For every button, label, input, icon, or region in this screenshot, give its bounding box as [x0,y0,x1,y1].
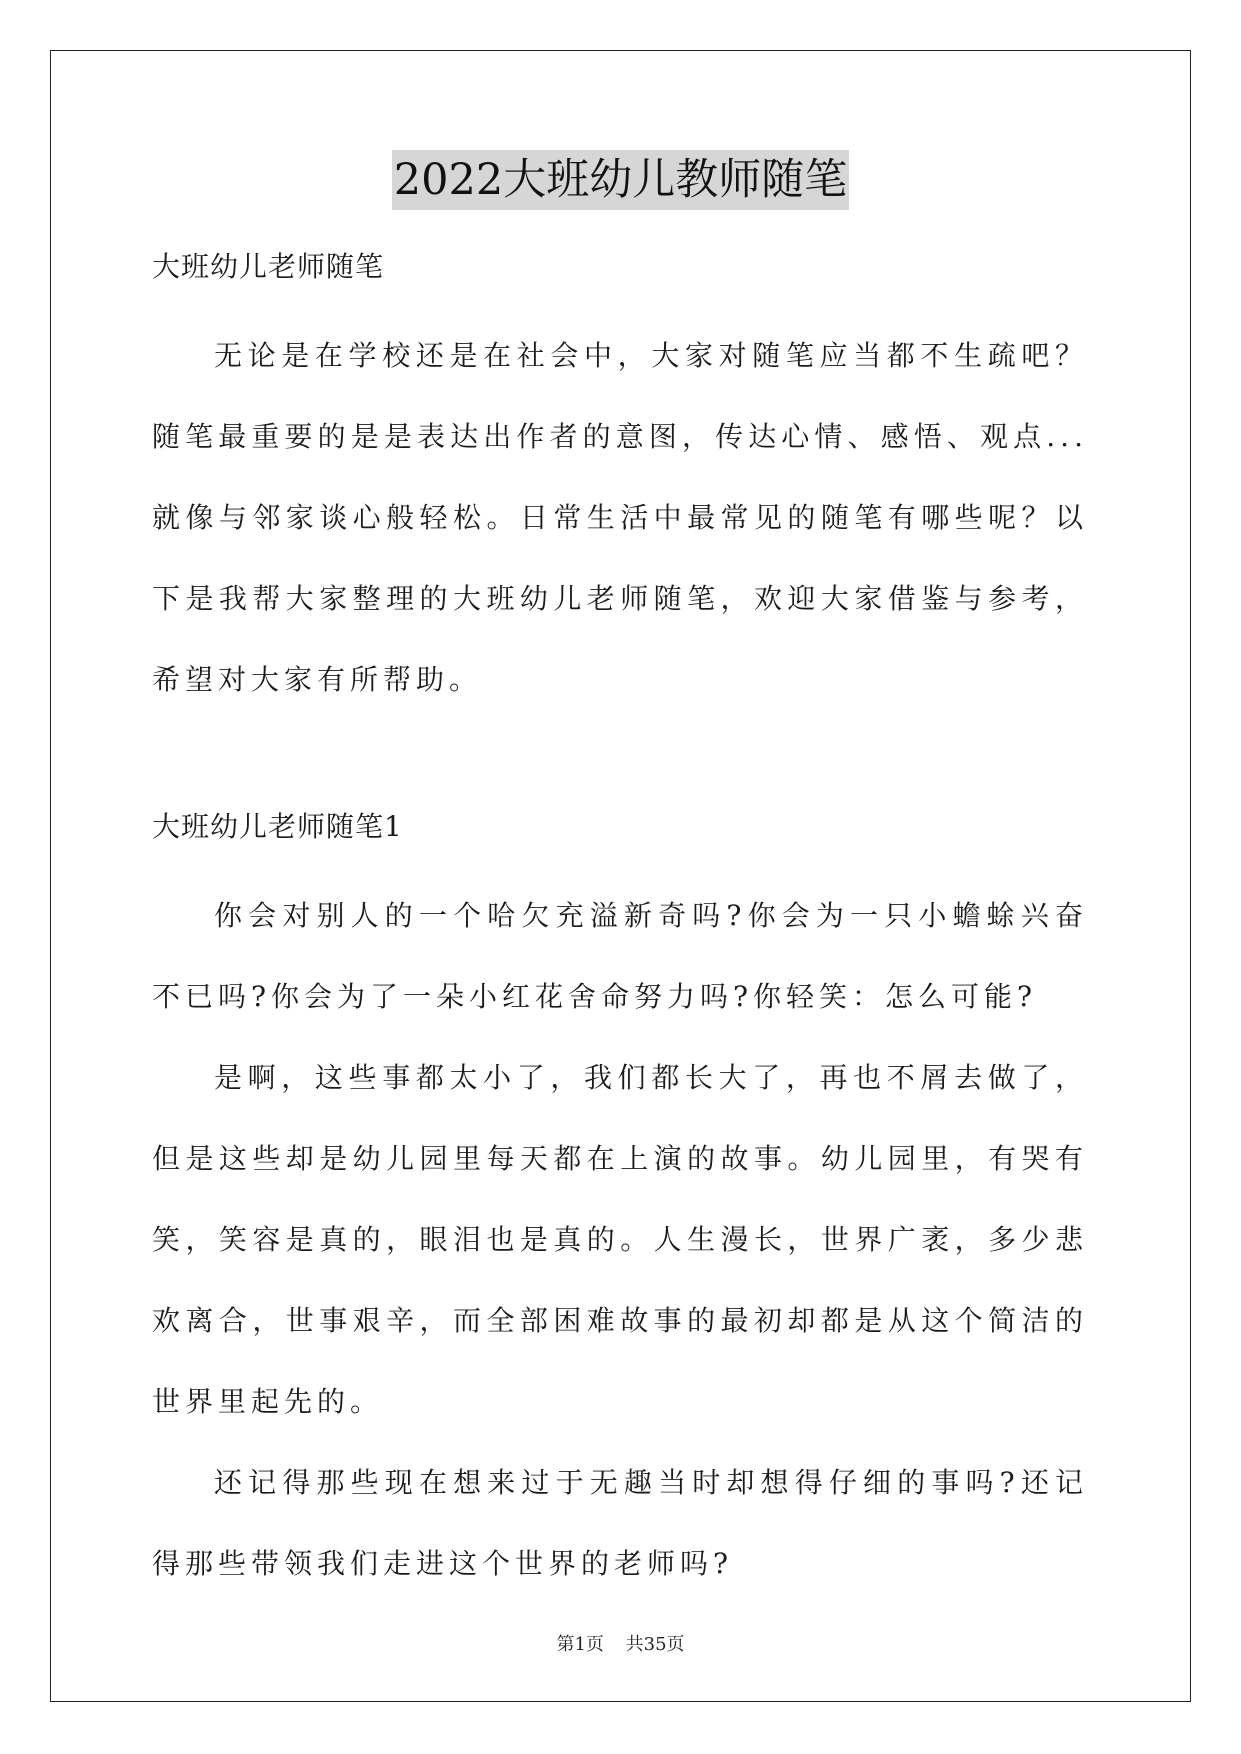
section1-heading: 大班幼儿老师随笔1 [152,810,403,843]
title-container [0,150,1241,210]
page-total: 共35页 [625,1634,685,1655]
page-number: 第1页 [556,1634,604,1655]
document-title: 2022大班幼儿教师随笔 [392,150,849,210]
section1-paragraph-1: 你会对别人的一个哈欠充溢新奇吗?你会为一只小蟾蜍兴奋不已吗?你会为了一朵小红花舍命努力吗?你轻笑：怎么可能? [152,899,1088,1013]
section1-paragraph-2: 是啊，这些事都太小了，我们都长大了，再也不屑去做了，但是这些却是幼儿园里每天都在上演的故事。幼儿园里，有哭有笑，笑容是真的，眼泪也是真的。人生漫长，世界广袤，多少悲欢离合，世事艰辛，而全部困难故事的最初却都是从这个简洁的世界里起先的。 [152,1061,1088,1418]
page-footer [0,1630,1241,1656]
document-body [152,238,1088,1604]
section1-paragraph-3: 还记得那些现在想来过于无趣当时却想得仔细的事吗?还记得那些带领我们走进这个世界的老师吗? [152,1466,1088,1580]
intro-paragraph: 无论是在学校还是在社会中，大家对随笔应当都不生疏吧？随笔最重要的是是表达出作者的意图，传达心情、感悟、观点...就像与邻家谈心般轻松。日常生活中最常见的随笔有哪些呢？以下是我帮大家整理的大班幼儿老师随笔，欢迎大家借鉴与参考，希望对大家有所帮助。 [152,339,1088,696]
intro-heading: 大班幼儿老师随笔 [152,250,385,283]
